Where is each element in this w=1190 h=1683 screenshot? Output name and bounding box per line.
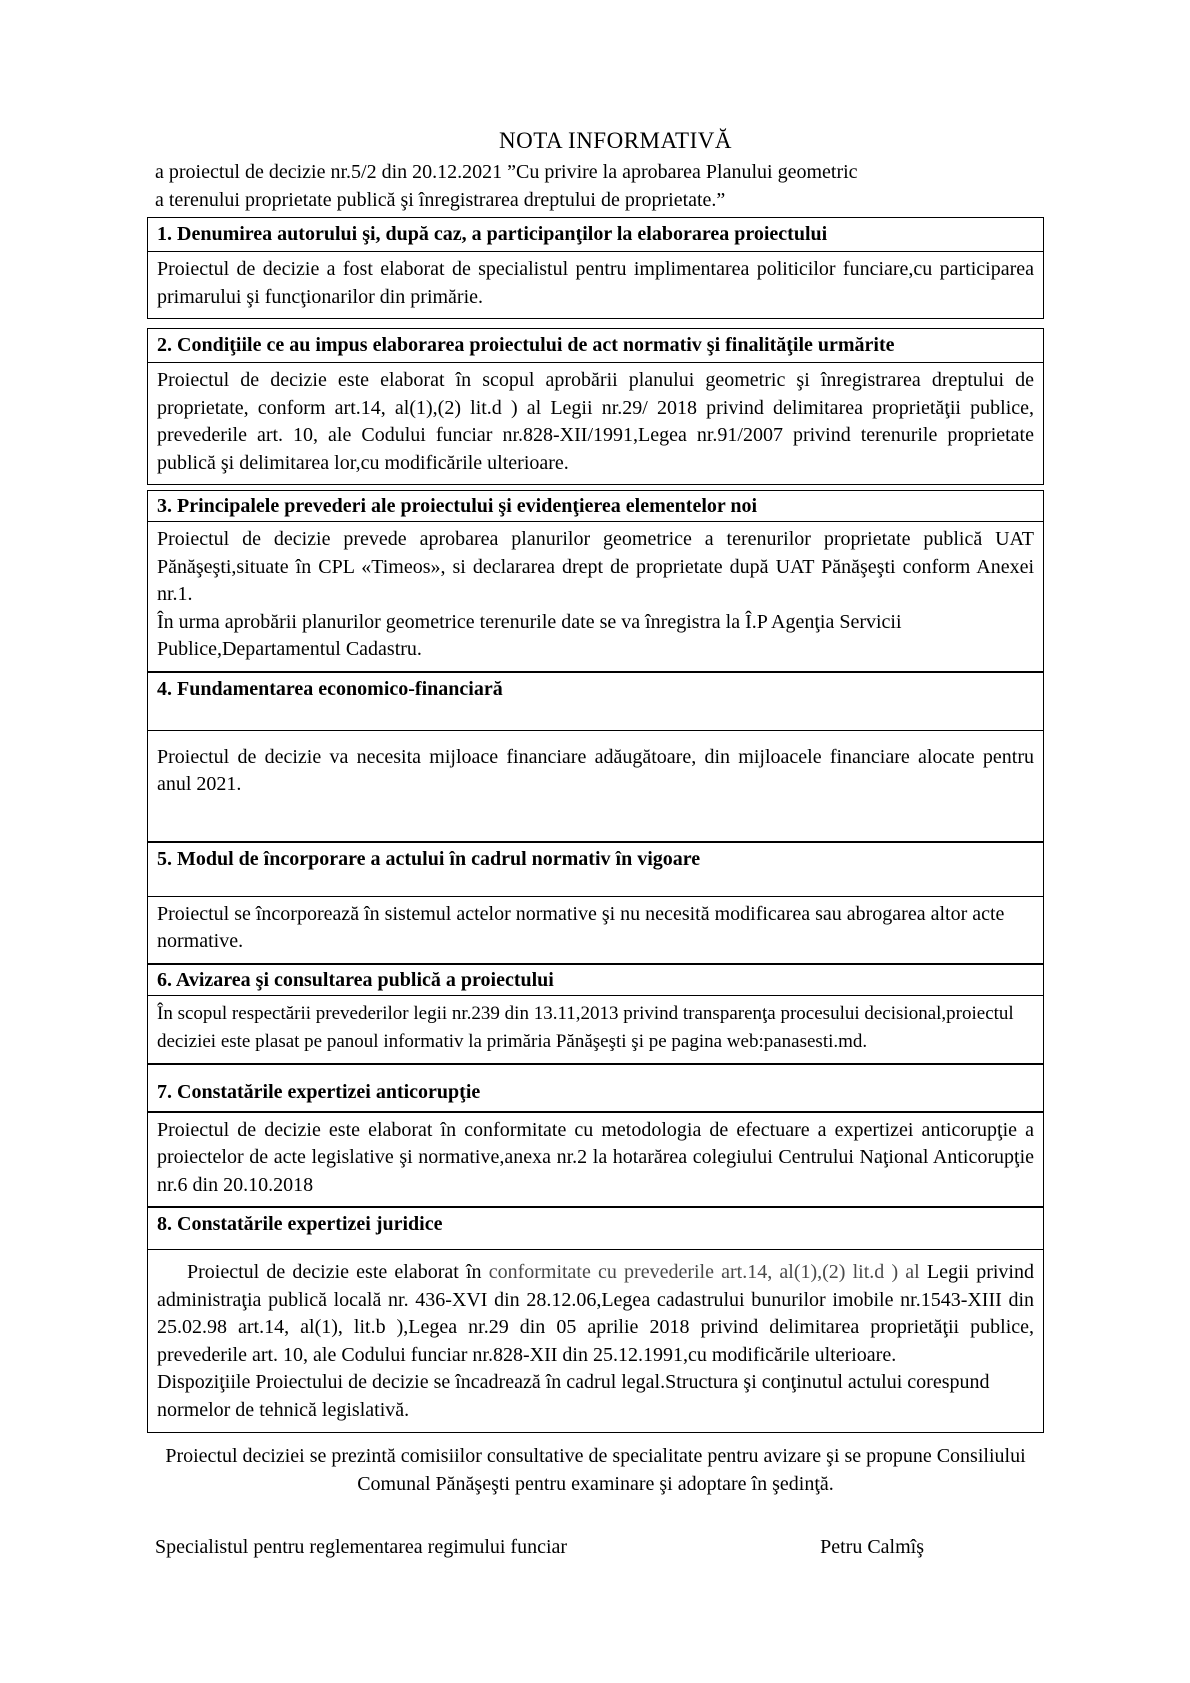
section-body	[148, 996, 1043, 1063]
section	[147, 1064, 1044, 1208]
section-body	[148, 1113, 1043, 1207]
section-body	[148, 1250, 1043, 1432]
signature-name: Petru Calmîş	[820, 1536, 924, 1558]
intro-line-1: a proiectul de decizie nr.5/2 din 20.12.2021 ”Cu privire la aprobarea Planului geometric	[155, 161, 858, 183]
document-title: NOTA INFORMATIVĂ	[499, 128, 732, 153]
section-heading: 7. Constatările expertizei anticorupţie	[148, 1065, 1043, 1113]
signature-role: Specialistul pentru reglementarea regimului funciar	[155, 1536, 568, 1558]
section	[147, 842, 1044, 964]
section	[147, 328, 1044, 485]
info-table	[147, 217, 1044, 1433]
section	[147, 490, 1044, 672]
section-heading: 1. Denumirea autorului şi, după caz, a participanţilor la elaborarea proiectului	[148, 218, 1043, 252]
section-heading: 2. Condiţiile ce au impus elaborarea proiectului de act normativ şi finalităţile urmărite	[148, 329, 1043, 363]
paragraph: Proiectul de decizie este elaborat în conformitate cu prevederile art.14, al(1),(2) lit.d ) al Legii privind administraţia publică locală nr. 436-XVI din 28.12.06,Legea cadastrului bunurilor imobile nr.1543-XIII din 25.02.98 art.14, al(1), lit.b ),Legea nr.29 din 05 aprilie 2018 privind delimitarea proprietăţii publice, prevederile art. 10, ale Codului funciar nr.828-XII din 25.12.1991,cu modificările ulterioare.	[157, 1261, 1034, 1366]
paragraph: Dispoziţiile Proiectului de decizie se încadrează în cadrul legal.Structura şi conţinutul actului corespund normelor de tehnică legislativă.	[157, 1371, 990, 1421]
section-heading: 5. Modul de încorporare a actului în cadrul normativ în vigoare	[148, 843, 1043, 897]
document-content	[147, 128, 1044, 1559]
paragraph: Proiectul de decizie va necesita mijloace financiare adăugătoare, din mijloacele financiare alocate pentru anul 2021.	[157, 745, 1034, 795]
signature-row	[147, 1536, 1044, 1559]
section-heading: 6. Avizarea şi consultarea publică a proiectului	[148, 965, 1043, 996]
section-body	[148, 363, 1043, 484]
section-body	[148, 897, 1043, 963]
intro-paragraph	[147, 158, 1044, 214]
section	[147, 964, 1044, 1064]
intro-line-2: a terenului proprietate publică şi înregistrarea dreptului de proprietate.”	[155, 189, 726, 211]
paragraph: Proiectul de decizie a fost elaborat de specialistul pentru implimentarea politicilor funciare,cu participarea primarului şi funcţionarilor din primărie.	[157, 258, 1034, 308]
paragraph: În urma aprobării planurilor geometrice terenurile date se va înregistra la Î.P Agenţia Servicii Publice,Departamentul Cadastru.	[157, 610, 902, 660]
section	[147, 1207, 1044, 1433]
section-body	[148, 731, 1043, 841]
section-body	[148, 252, 1043, 318]
section-heading: 8. Constatările expertizei juridice	[148, 1208, 1043, 1250]
section	[147, 672, 1044, 842]
paragraph: Proiectul se încorporează în sistemul actelor normative şi nu necesită modificarea sau abrogarea altor acte normative.	[157, 902, 1005, 952]
paragraph: Proiectul de decizie prevede aprobarea planurilor geometrice a terenurilor proprietate publică UAT Pănăşeşti,situate în CPL «Timeos», si declararea drept de proprietate după UAT Pănăşeşti conform Anexei nr.1.	[157, 528, 1034, 605]
paragraph: Proiectul de decizie este elaborat în scopul aprobării planului geometric şi înregistrarea dreptului de proprietate, conform art.14, al(1),(2) lit.d ) al Legii nr.29/ 2018 privind delimitarea proprietăţii publice, prevederile art. 10, ale Codului funciar nr.828-XII/1991,Legea nr.91/2007 privind terenurile proprietate publică şi delimitarea lor,cu modificările ulterioare.	[157, 369, 1034, 474]
section-body	[148, 522, 1043, 671]
section-heading: 3. Principalele prevederi ale proiectului şi evidenţierea elementelor noi	[148, 491, 1043, 522]
paragraph: Proiectul de decizie este elaborat în conformitate cu metodologia de efectuare a expertizei anticorupţie a proiectelor de acte legislative şi normative,anexa nr.2 la hotarărea colegiului Centrului Naţional Anticorupţie nr.6 din 20.10.2018	[157, 1118, 1034, 1196]
closing-paragraph: Proiectul deciziei se prezintă comisiilor consultative de specialitate pentru avizare şi se propune Consiliului Comunal Pănăşeşti pentru examinare şi adoptare în şedinţă.	[165, 1445, 1026, 1495]
paragraph: În scopul respectării prevederilor legii nr.239 din 13.11,2013 privind transparenţa procesului decisional,proiectul deciziei este plasat pe panoul informativ la primăria Pănăşeşti şi pe pagina web:panasesti.md.	[157, 1002, 1014, 1052]
section	[147, 217, 1044, 319]
section-heading: 4. Fundamentarea economico-financiară	[148, 673, 1043, 731]
